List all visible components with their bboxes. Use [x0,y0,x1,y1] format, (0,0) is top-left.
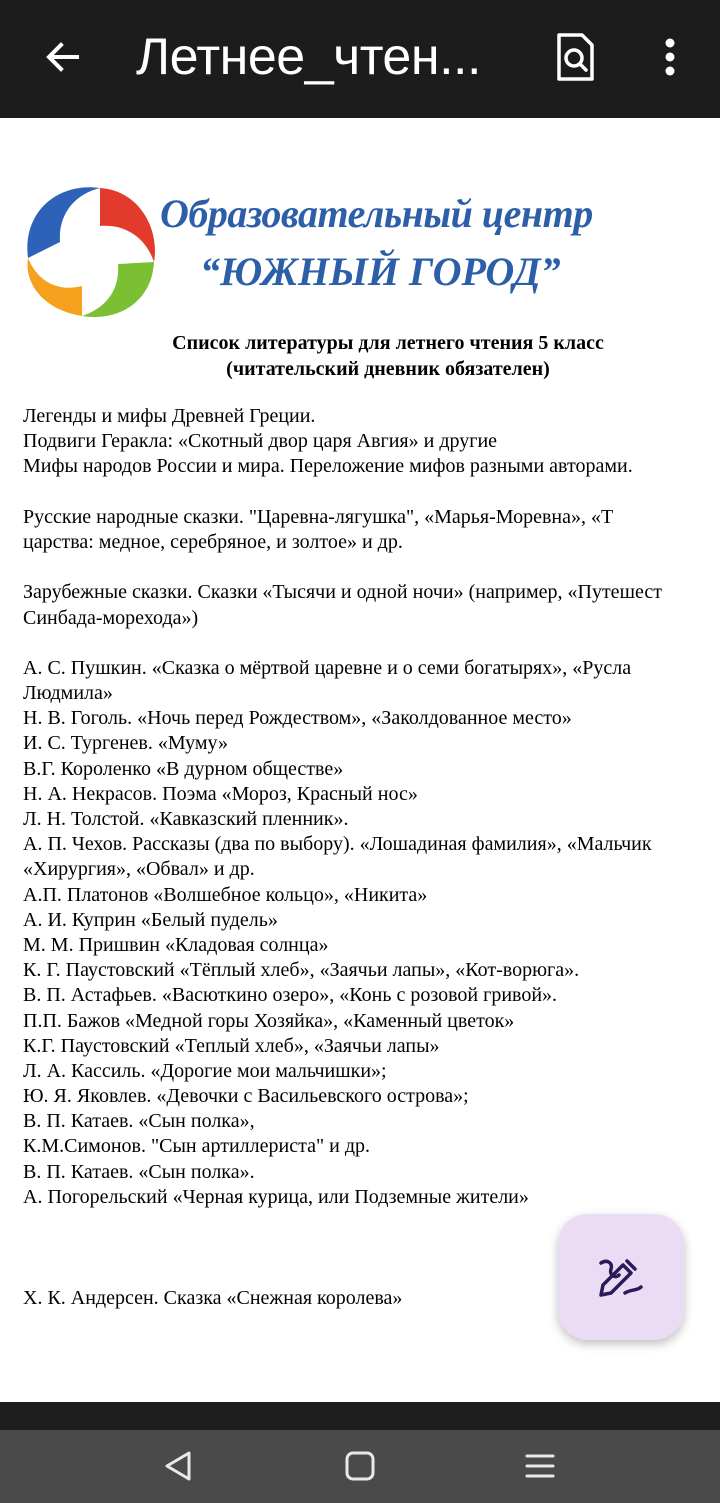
list-line: В. П. Астафьев. «Васюткино озеро», «Конь с розовой гривой». [23,984,558,1007]
list-line: К.М.Симонов. "Сын артиллериста" и др. [23,1135,370,1158]
list-line: Людмила» [23,682,113,705]
list-line: Синбада-морехода») [23,606,199,629]
blank-line [23,480,720,505]
list-line: Л. Н. Толстой. «Кавказский пленник». [23,808,349,830]
list-line: П.П. Бажов «Медной горы Хозяйка», «Каменный цветок» [23,1009,515,1032]
document-title: Летнее_чтен... [136,28,481,86]
nav-back-triangle-icon [161,1449,195,1483]
list-line: Ю. Я. Яковлев. «Девочки с Васильевского острова»; [23,1085,469,1108]
list-line: Н. А. Некрасов. Поэма «Мороз, Красный нос» [23,782,418,805]
list-line: Мифы народов России и мира. Переложение мифов разными авторами. [23,455,633,478]
org-name-line2: “ЮЖНЫЙ ГОРОД” [200,249,561,294]
nav-recents-lines-icon [524,1452,556,1480]
blank-line [23,555,720,580]
edit-fab-button[interactable] [558,1214,684,1340]
heading-line: Список литературы для летнего чтения 5 класс [172,332,604,354]
nav-back-button[interactable] [148,1442,208,1490]
list-line: В. П. Катаев. «Сын полка». [23,1160,255,1183]
list-line: А. И. Куприн «Белый пудель» [23,908,278,931]
list-line: А. П. Чехов. Рассказы (два по выбору). «Лошадиная фамилия», «Мальчик [23,833,652,856]
list-heading [0,330,720,382]
list-line: Л. А. Кассиль. «Дорогие мои мальчишки»; [23,1059,387,1082]
list-line: А. С. Пушкин. «Сказка о мёртвой царевне и о семи богатырях», «Русла [23,656,632,679]
list-line: Зарубежные сказки. Сказки «Тысячи и одной ночи» (например, «Путешест [23,581,662,604]
list-line: «Хирургия», «Обвал» и др. [23,858,255,881]
list-line: М. М. Пришвин «Кладовая солнца» [23,933,329,956]
nav-home-square-icon [344,1450,376,1482]
list-line: Х. К. Андерсен. Сказка «Снежная королева» [23,1286,403,1309]
list-line: К. Г. Паустовский «Тёплый хлеб», «Заячьи лапы», «Кот-ворюга». [23,959,580,982]
list-line: Подвиги Геракла: «Скотный двор царя Авгия» и другие [23,430,498,453]
literature-list [23,404,720,1311]
list-line: К.Г. Паустовский «Теплый хлеб», «Заячьи лапы» [23,1034,440,1057]
list-line: А.П. Платонов «Волшебное кольцо», «Никита» [23,883,428,906]
search-in-document-button[interactable] [548,28,602,86]
list-line: В.Г. Короленко «В дурном обществе» [23,757,344,780]
app-bar [0,0,720,118]
heading-line: (читательский дневник обязателен) [226,358,550,380]
org-logo [20,180,160,322]
more-vert-icon [664,37,676,77]
nav-home-button[interactable] [330,1442,390,1490]
edit-pen-icon [597,1255,645,1299]
blank-line [23,631,720,656]
document-page[interactable] [0,118,720,1402]
document-search-icon [555,32,595,82]
list-line: И. С. Тургенев. «Муму» [23,732,229,755]
list-line: Легенды и мифы Древней Греции. [23,405,316,427]
back-button[interactable] [36,30,90,84]
list-line: Русские народные сказки. "Царевна-лягушка", «Марья-Моревна», «Т [23,505,614,528]
list-line: царства: медное, серебряное, и золтое» и др. [23,530,403,553]
nav-recents-button[interactable] [510,1442,570,1490]
arrow-left-icon [43,37,83,77]
list-line: А. Погорельский «Черная курица, или Подземные жители» [23,1185,529,1208]
more-options-button[interactable] [648,28,692,86]
org-name-line1: Образовательный центр [160,191,593,236]
list-line: Н. В. Гоголь. «Ночь перед Рождеством», «Заколдованное место» [23,707,572,730]
list-line: В. П. Катаев. «Сын полка», [23,1110,255,1133]
system-nav-bar [0,1430,720,1503]
